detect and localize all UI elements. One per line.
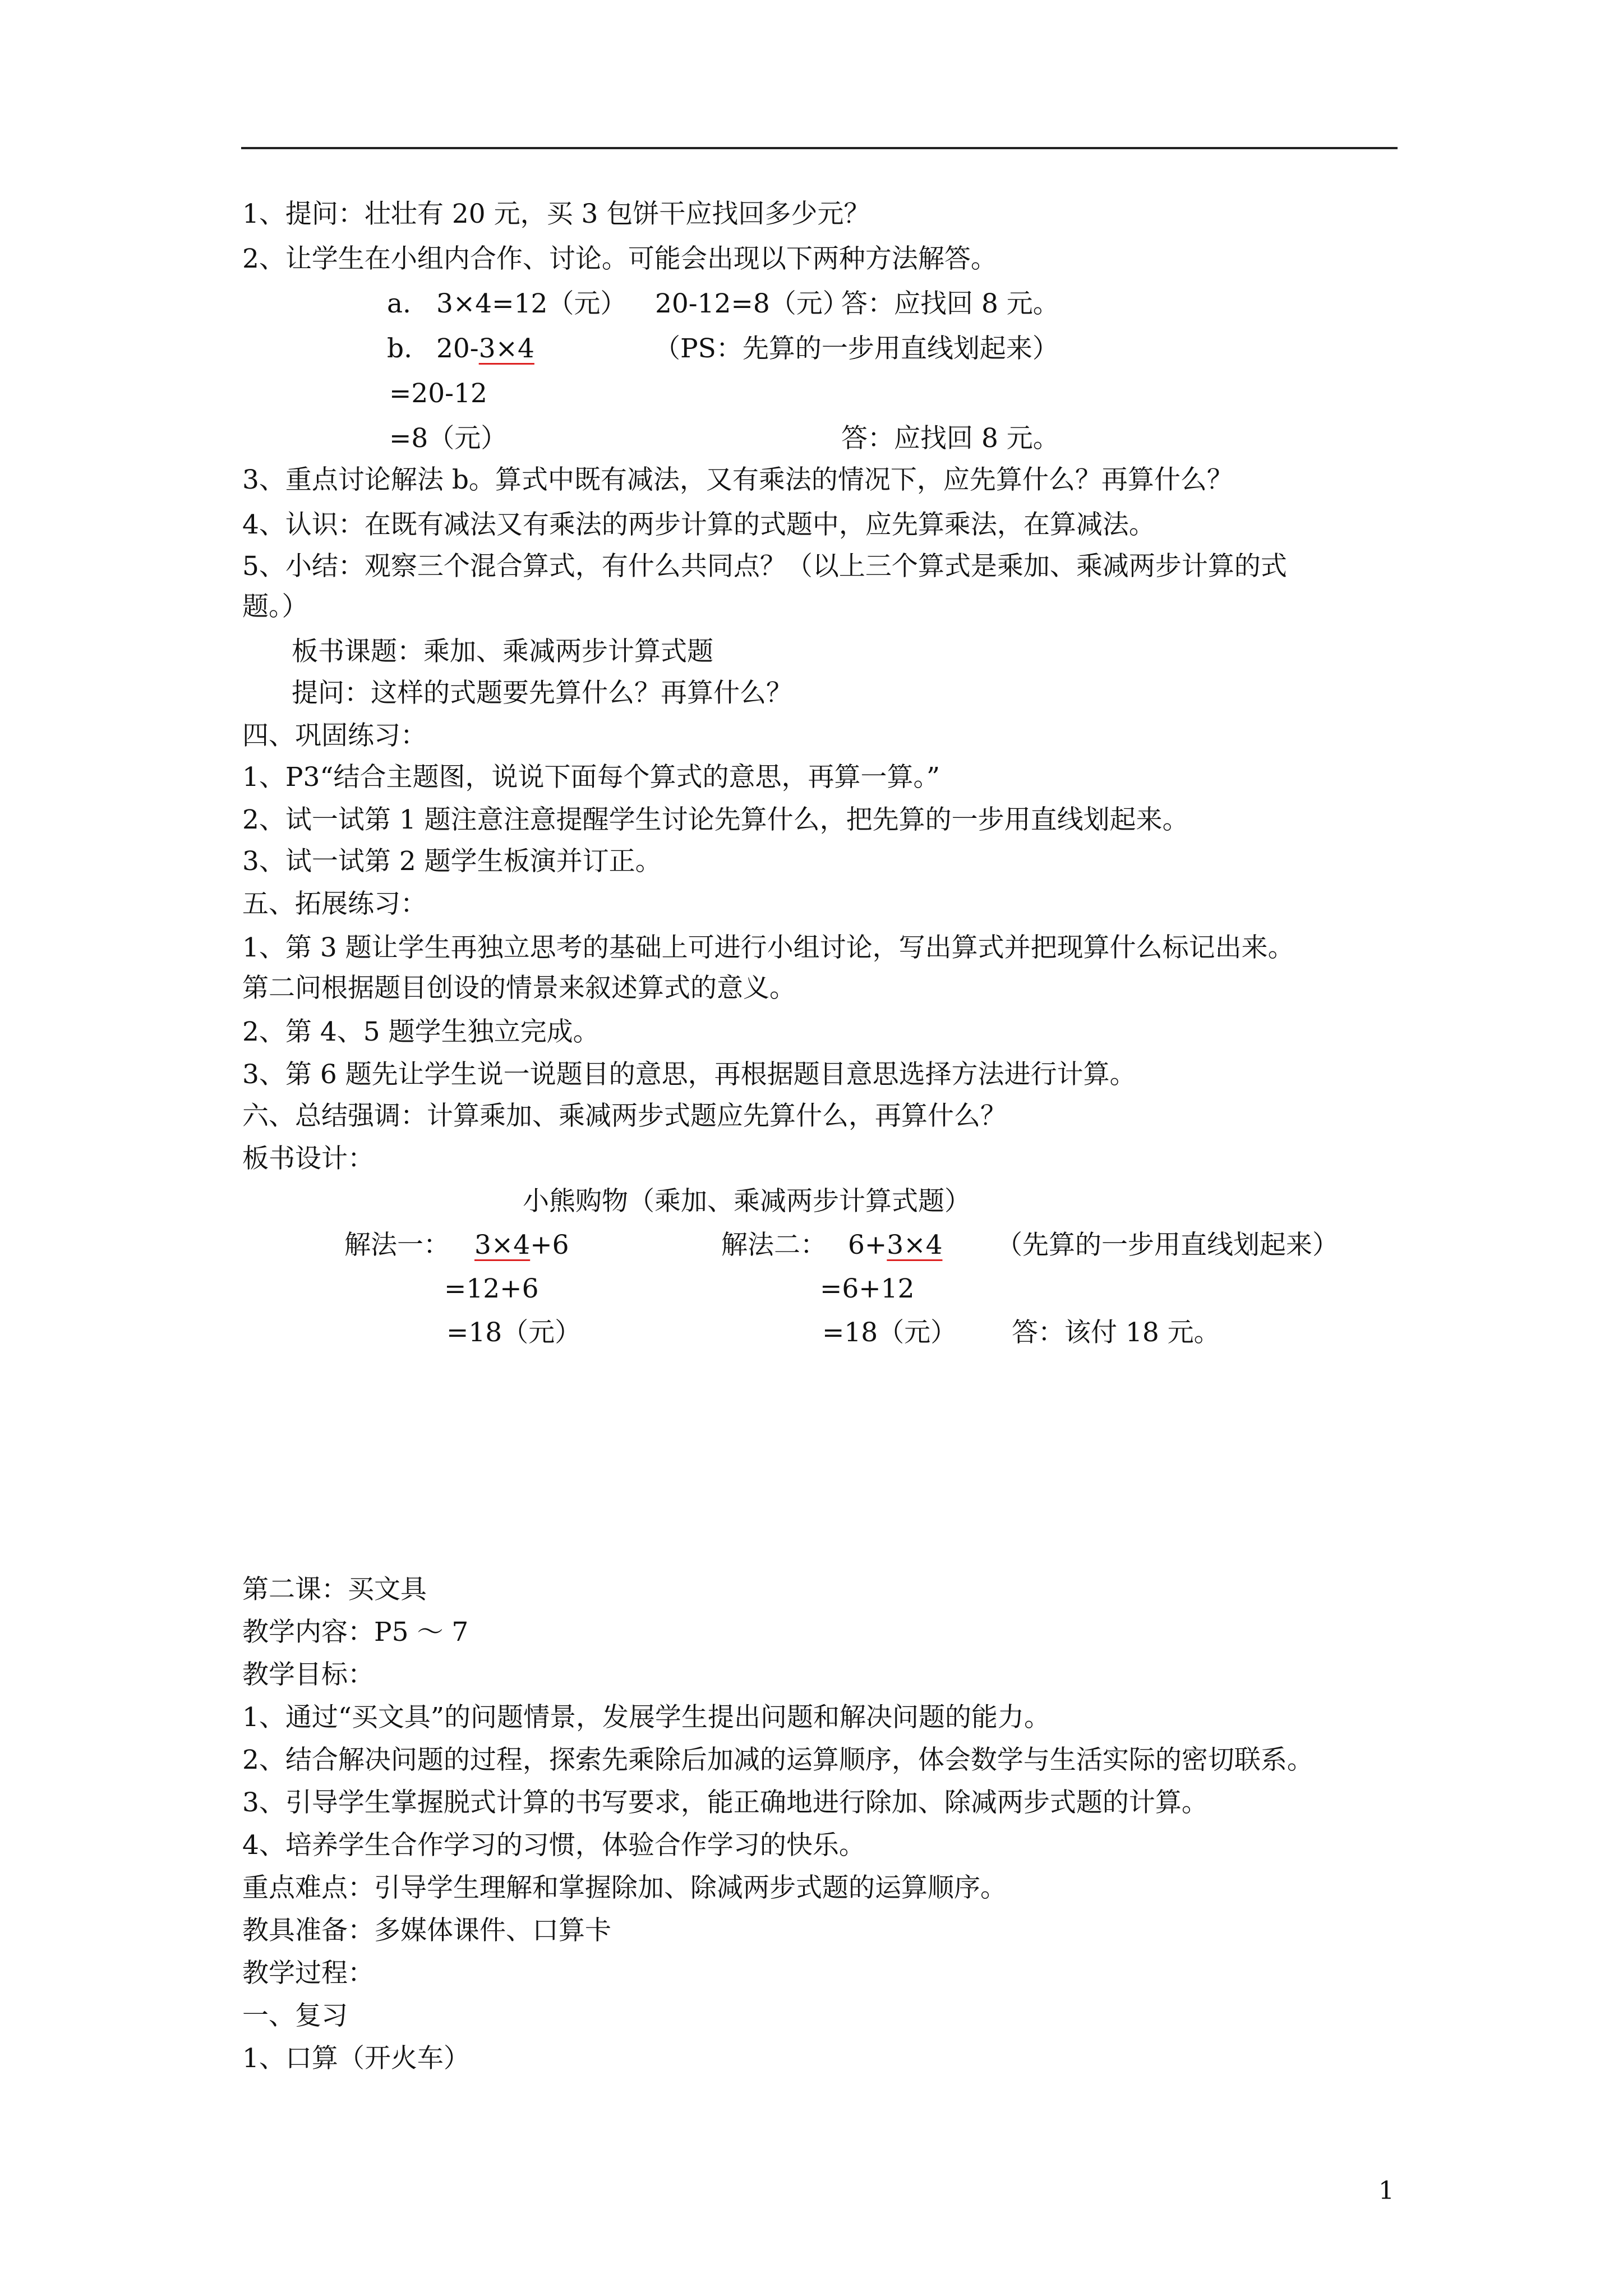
goals-heading: 教学目标： bbox=[242, 1659, 374, 1690]
section-5-heading: 五、拓展练习： bbox=[242, 889, 427, 919]
method-b-pre: 20- bbox=[436, 333, 479, 364]
summary-line-1: 5、小结：观察三个混合算式，有什么共同点？（以上三个算式是乘加、乘减两步计算的式 bbox=[242, 551, 1287, 582]
method-b-step2: =8（元） bbox=[389, 423, 508, 454]
summary-line-2: 题。） bbox=[242, 591, 308, 622]
solution-1-rest: +6 bbox=[530, 1230, 569, 1260]
method-a-expr: 3×4=12（元） bbox=[436, 288, 627, 319]
solution-answer: 答：该付 18 元。 bbox=[1012, 1317, 1220, 1348]
section-5-item-2: 2、第 4、5 题学生独立完成。 bbox=[242, 1016, 600, 1047]
lesson-2-content: 教学内容：P5 ～ 7 bbox=[242, 1617, 469, 1648]
solution-1-step1: =12+6 bbox=[444, 1273, 539, 1304]
board-heading: 小熊购物（乘加、乘减两步计算式题） bbox=[523, 1186, 971, 1217]
method-b-answer: 答：应找回 8 元。 bbox=[841, 423, 1059, 454]
oral-calc: 1、口算（开火车） bbox=[242, 2043, 470, 2074]
solution-2-pre: 6+ bbox=[848, 1230, 887, 1260]
goal-2: 2、结合解决问题的过程，探索先乘除后加减的运算顺序，体会数学与生活实际的密切联系。 bbox=[242, 1745, 1313, 1775]
section-5-item-1b: 第二问根据题目创设的情景来叙述算式的意义。 bbox=[242, 973, 796, 1004]
method-b-step1: =20-12 bbox=[389, 378, 487, 409]
discussion-line: 2、让学生在小组内合作、讨论。可能会出现以下两种方法解答。 bbox=[242, 243, 997, 274]
method-b-expr bbox=[436, 332, 534, 366]
solution-2-step1: =6+12 bbox=[820, 1273, 915, 1304]
review-heading: 一、复习 bbox=[242, 2000, 348, 2031]
section-4-item-3: 3、试一试第 2 题学生板演并订正。 bbox=[242, 846, 662, 877]
method-b-note: （PS：先算的一步用直线划起来） bbox=[654, 333, 1059, 364]
ask-line: 提问：这样的式题要先算什么？再算什么？ bbox=[292, 678, 792, 708]
solution-note: （先算的一步用直线划起来） bbox=[996, 1230, 1339, 1260]
header-rule bbox=[241, 147, 1398, 149]
section-4-item-2: 2、试一试第 1 题注意注意提醒学生讨论先算什么，把先算的一步用直线划起来。 bbox=[242, 804, 1189, 835]
solution-1-expr bbox=[474, 1228, 569, 1262]
recognize-line: 4、认识：在既有减法又有乘法的两步计算的式题中，应先算乘法，在算减法。 bbox=[242, 509, 1155, 540]
method-b-label: b. bbox=[387, 333, 413, 364]
solution-2-step2: =18（元） bbox=[822, 1317, 957, 1348]
process-heading: 教学过程： bbox=[242, 1958, 374, 1989]
method-b-underlined: 3×4 bbox=[478, 333, 534, 364]
method-a-expr2: 20-12=8（元） bbox=[655, 288, 849, 319]
question-line: 1、提问：壮壮有 20 元，买 3 包饼干应找回多少元？ bbox=[242, 199, 870, 229]
key-difficulty: 重点难点：引导学生理解和掌握除加、除减两步式题的运算顺序。 bbox=[242, 1872, 1007, 1903]
section-4-item-1: 1、P3“结合主题图，说说下面每个算式的意思，再算一算。” bbox=[242, 762, 940, 793]
solution-2-expr bbox=[848, 1228, 942, 1262]
section-5-item-1a: 1、第 3 题让学生再独立思考的基础上可进行小组讨论，写出算式并把现算什么标记出来。 bbox=[242, 932, 1294, 963]
discuss-b-line: 3、重点讨论解法 b。算式中既有减法，又有乘法的情况下，应先算什么？再算什么？ bbox=[242, 464, 1233, 495]
solution-1-label: 解法一： bbox=[344, 1230, 450, 1260]
goal-4: 4、培养学生合作学习的习惯，体验合作学习的快乐。 bbox=[242, 1830, 865, 1861]
solution-2-underlined: 3×4 bbox=[887, 1230, 943, 1260]
solution-1-step2: =18（元） bbox=[446, 1317, 582, 1348]
goal-3: 3、引导学生掌握脱式计算的书写要求，能正确地进行除加、除减两步式题的计算。 bbox=[242, 1787, 1208, 1818]
method-a-label: a. bbox=[387, 288, 411, 319]
solution-1-underlined: 3×4 bbox=[474, 1230, 531, 1260]
board-design-heading: 板书设计： bbox=[242, 1143, 374, 1174]
method-a-answer: 答：应找回 8 元。 bbox=[841, 288, 1059, 319]
page-number: 1 bbox=[1378, 2177, 1394, 2205]
section-4-heading: 四、巩固练习： bbox=[242, 720, 427, 751]
section-5-item-3: 3、第 6 题先让学生说一说题目的意思，再根据题目意思选择方法进行计算。 bbox=[242, 1059, 1136, 1090]
solution-2-label: 解法二： bbox=[721, 1230, 827, 1260]
goal-1: 1、通过“买文具”的问题情景，发展学生提出问题和解决问题的能力。 bbox=[242, 1702, 1050, 1733]
teaching-tools: 教具准备：多媒体课件、口算卡 bbox=[242, 1915, 611, 1946]
section-6-line: 六、总结强调：计算乘加、乘减两步式题应先算什么，再算什么？ bbox=[242, 1101, 1007, 1131]
board-title-line: 板书课题：乘加、乘减两步计算式题 bbox=[292, 636, 713, 667]
lesson-2-title: 第二课：买文具 bbox=[242, 1574, 427, 1605]
